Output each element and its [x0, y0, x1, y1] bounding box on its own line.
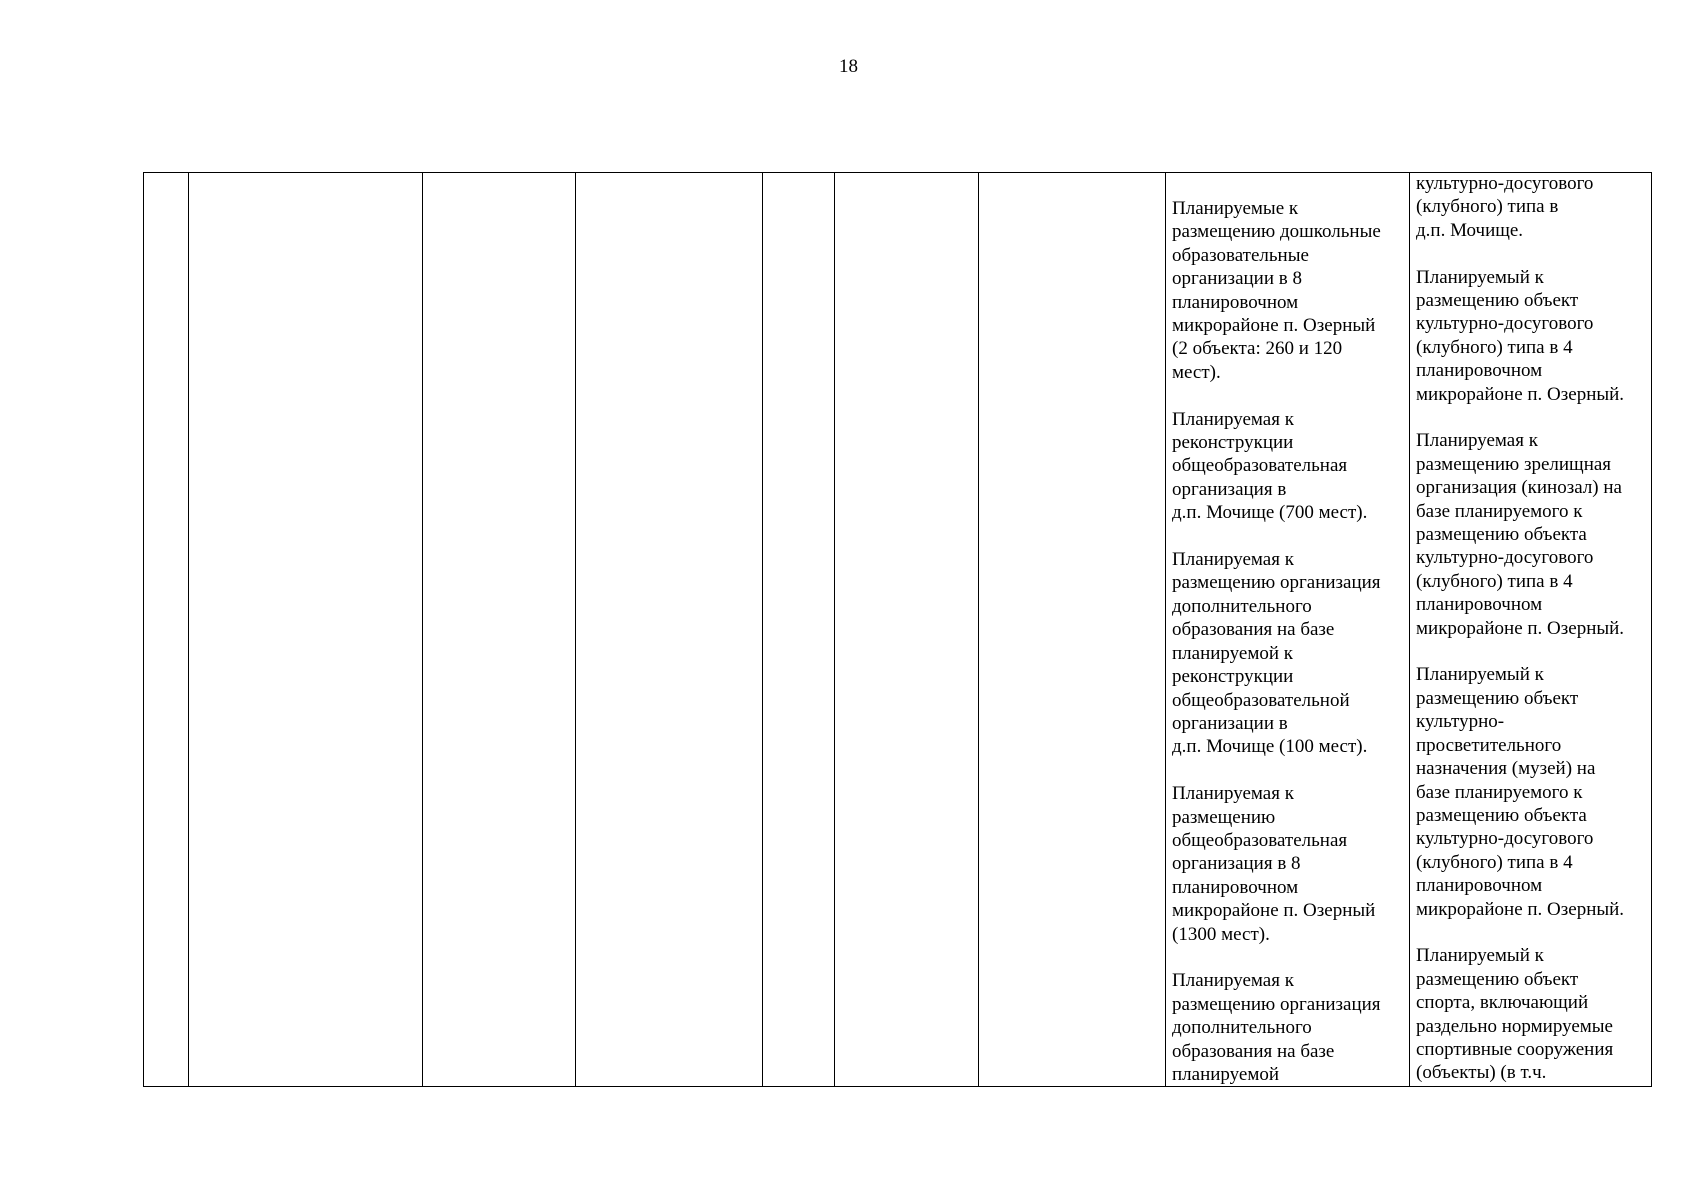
table-cell-3 — [423, 173, 576, 1087]
text-line: организации в — [1172, 712, 1288, 734]
text-line: микрорайоне п. Озерный. — [1416, 383, 1625, 405]
planned-culture-sport-text — [1410, 173, 1651, 1085]
text-line: микрорайоне п. Озерный — [1172, 900, 1376, 922]
text-line: просветительного — [1416, 734, 1562, 756]
text-line: образовательные — [1172, 244, 1309, 266]
text-line: планировочном — [1416, 360, 1543, 382]
text-line: размещению организация — [1172, 572, 1381, 594]
text-line: размещению объект — [1416, 290, 1579, 312]
text-line: дополнительного — [1172, 1017, 1312, 1039]
text-line: (1300 мест). — [1172, 923, 1270, 945]
text-line: д.п. Мочище. — [1416, 219, 1524, 241]
text-line: образования на базе — [1172, 1040, 1335, 1062]
text-line: базе планируемого к — [1416, 500, 1583, 522]
text-line: реконструкции — [1172, 432, 1294, 454]
table-cell-1 — [144, 173, 189, 1087]
text-line: общеобразовательная — [1172, 829, 1348, 851]
table-cell-6 — [835, 173, 979, 1087]
text-line: (2 объекта: 260 и 120 — [1172, 338, 1343, 360]
text-line: микрорайоне п. Озерный. — [1416, 617, 1625, 639]
text-line: Планируемая к — [1172, 783, 1294, 805]
text-line: Планируемые к — [1172, 198, 1299, 219]
text-line: Планируемая к — [1172, 970, 1294, 992]
text-line: размещению дошкольные — [1172, 221, 1381, 243]
table-cell-2 — [189, 173, 423, 1087]
text-line: (клубного) типа в 4 — [1416, 851, 1573, 873]
text-line: организация в 8 — [1172, 853, 1301, 875]
text-line: Планируемая к — [1416, 430, 1538, 452]
paragraph — [1172, 782, 1405, 946]
paragraph — [1416, 429, 1647, 640]
text-line: Планируемый к — [1416, 664, 1544, 686]
text-line: культурно-досугового — [1416, 173, 1594, 194]
text-line: мест). — [1172, 361, 1221, 383]
paragraph — [1172, 197, 1405, 384]
paragraph — [1416, 173, 1647, 243]
table-cell-4 — [576, 173, 763, 1087]
text-line: Планируемая к — [1172, 408, 1294, 430]
text-line: д.п. Мочище (700 мест). — [1172, 502, 1368, 524]
text-line: планировочном — [1172, 291, 1299, 313]
text-line: Планируемый к — [1416, 945, 1544, 967]
text-line: культурно-досугового — [1416, 547, 1594, 569]
text-line: раздельно нормируемые — [1416, 1015, 1613, 1037]
paragraph — [1172, 408, 1405, 525]
text-line: Планируемый к — [1416, 266, 1544, 288]
text-line: планировочном — [1416, 875, 1543, 897]
paragraph — [1172, 548, 1405, 759]
text-line: Планируемая к — [1172, 549, 1294, 571]
table-cell-7 — [979, 173, 1166, 1087]
text-line: планируемой к — [1172, 642, 1294, 664]
text-line: планировочном — [1172, 876, 1299, 898]
paragraph — [1416, 944, 1647, 1084]
text-line: размещению объект — [1416, 687, 1579, 709]
text-line: размещению — [1172, 806, 1276, 828]
text-line: культурно-досугового — [1416, 828, 1594, 850]
table-cell-planned-education — [1166, 173, 1410, 1087]
paragraph — [1416, 663, 1647, 920]
text-line: размещению объект — [1416, 968, 1579, 990]
text-line: базе планируемого к — [1416, 781, 1583, 803]
document-table — [143, 172, 1652, 1087]
text-line: (клубного) типа в — [1416, 196, 1559, 218]
page-number: 18 — [839, 56, 858, 77]
paragraph — [1416, 266, 1647, 406]
paragraph — [1172, 969, 1405, 1086]
text-line: общеобразовательная — [1172, 455, 1348, 477]
table-cell-5 — [763, 173, 835, 1087]
text-line: организации в 8 — [1172, 268, 1302, 290]
text-line: планируемой — [1172, 1063, 1280, 1085]
text-line: назначения (музей) на — [1416, 758, 1596, 780]
text-line: микрорайоне п. Озерный — [1172, 315, 1376, 337]
text-line: размещению объекта — [1416, 804, 1587, 826]
planned-education-text — [1166, 173, 1409, 1086]
text-line: организация в — [1172, 478, 1287, 500]
text-line: (клубного) типа в 4 — [1416, 336, 1573, 358]
text-line: д.п. Мочище (100 мест). — [1172, 736, 1368, 758]
text-line: культурно-досугового — [1416, 313, 1594, 335]
table-row — [144, 173, 1652, 1087]
text-line: размещению объекта — [1416, 524, 1587, 546]
text-line: планировочном — [1416, 594, 1543, 616]
text-line: образования на базе — [1172, 619, 1335, 641]
text-line: культурно- — [1416, 711, 1505, 733]
text-line: реконструкции — [1172, 666, 1294, 688]
text-line: размещению организация — [1172, 993, 1381, 1015]
table-cell-planned-culture-sport — [1410, 173, 1652, 1087]
text-line: микрорайоне п. Озерный. — [1416, 898, 1625, 920]
text-line: (объекты) (в т.ч. — [1416, 1062, 1547, 1084]
text-line: спортивные сооружения — [1416, 1038, 1614, 1060]
text-line: организация (кинозал) на — [1416, 477, 1622, 499]
text-line: (клубного) типа в 4 — [1416, 570, 1573, 592]
text-line: дополнительного — [1172, 595, 1312, 617]
text-line: размещению зрелищная — [1416, 453, 1612, 475]
text-line: спорта, включающий — [1416, 992, 1589, 1014]
text-line: общеобразовательной — [1172, 689, 1350, 711]
